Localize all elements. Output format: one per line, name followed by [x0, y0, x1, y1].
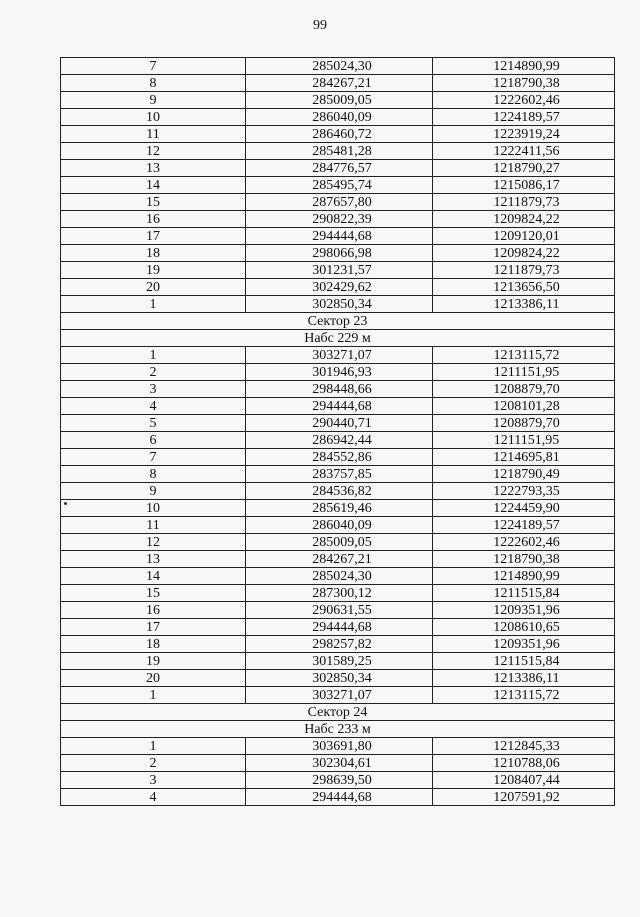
y-coordinate-cell: 1209824,22: [433, 211, 615, 228]
table-row: [61, 381, 615, 398]
point-number-cell: 5: [61, 415, 246, 432]
point-number-cell: 15: [61, 194, 246, 211]
table-row: [61, 364, 615, 381]
x-coordinate-cell: 294444,68: [246, 619, 433, 636]
table-row: [61, 432, 615, 449]
y-coordinate-cell: 1222602,46: [433, 534, 615, 551]
x-coordinate-cell: 286942,44: [246, 432, 433, 449]
table-row: [61, 602, 615, 619]
x-coordinate-cell: 287300,12: [246, 585, 433, 602]
x-coordinate-cell: 303271,07: [246, 687, 433, 704]
point-number-cell: 20: [61, 670, 246, 687]
table-row: [61, 619, 615, 636]
table-row: [61, 789, 615, 806]
x-coordinate-cell: 285009,05: [246, 92, 433, 109]
y-coordinate-cell: 1224189,57: [433, 517, 615, 534]
table-row: [61, 670, 615, 687]
point-number-cell: 13: [61, 160, 246, 177]
point-number-cell: 11: [61, 517, 246, 534]
y-coordinate-cell: 1209351,96: [433, 636, 615, 653]
x-coordinate-cell: 302429,62: [246, 279, 433, 296]
x-coordinate-cell: 290440,71: [246, 415, 433, 432]
point-number-cell: 16: [61, 211, 246, 228]
point-number-cell: 2: [61, 364, 246, 381]
y-coordinate-cell: 1223919,24: [433, 126, 615, 143]
y-coordinate-cell: 1211151,95: [433, 364, 615, 381]
y-coordinate-cell: 1214890,99: [433, 568, 615, 585]
point-number-cell: 1: [61, 296, 246, 313]
table-row: [61, 262, 615, 279]
point-number-cell: 20: [61, 279, 246, 296]
x-coordinate-cell: 301589,25: [246, 653, 433, 670]
x-coordinate-cell: 285024,30: [246, 58, 433, 75]
table-row: [61, 143, 615, 160]
y-coordinate-cell: 1208101,28: [433, 398, 615, 415]
x-coordinate-cell: 284536,82: [246, 483, 433, 500]
table-row: [61, 653, 615, 670]
sector-height-row: [61, 721, 615, 738]
point-number-cell: 18: [61, 636, 246, 653]
table-row: [61, 500, 615, 517]
table-row: [61, 483, 615, 500]
table-row: [61, 415, 615, 432]
sector-height: Набс 229 м: [61, 330, 615, 347]
x-coordinate-cell: 298257,82: [246, 636, 433, 653]
table-row: [61, 551, 615, 568]
table-row: [61, 772, 615, 789]
sector-height-row: [61, 330, 615, 347]
table-row: [61, 466, 615, 483]
point-number-cell: 13: [61, 551, 246, 568]
y-coordinate-cell: 1211879,73: [433, 262, 615, 279]
table-row: [61, 75, 615, 92]
y-coordinate-cell: 1209351,96: [433, 602, 615, 619]
y-coordinate-cell: 1222793,35: [433, 483, 615, 500]
y-coordinate-cell: 1222411,56: [433, 143, 615, 160]
y-coordinate-cell: 1207591,92: [433, 789, 615, 806]
point-number-cell: 7: [61, 58, 246, 75]
x-coordinate-cell: 285009,05: [246, 534, 433, 551]
x-coordinate-cell: 298639,50: [246, 772, 433, 789]
point-number-cell: 3: [61, 381, 246, 398]
sector-title: Сектор 24: [61, 704, 615, 721]
point-number-cell: 3: [61, 772, 246, 789]
y-coordinate-cell: 1208610,65: [433, 619, 615, 636]
x-coordinate-cell: 284267,21: [246, 551, 433, 568]
y-coordinate-cell: 1215086,17: [433, 177, 615, 194]
x-coordinate-cell: 287657,80: [246, 194, 433, 211]
x-coordinate-cell: 284267,21: [246, 75, 433, 92]
x-coordinate-cell: 290822,39: [246, 211, 433, 228]
x-coordinate-cell: 302850,34: [246, 296, 433, 313]
point-number-cell: 10: [61, 500, 246, 517]
x-coordinate-cell: 290631,55: [246, 602, 433, 619]
y-coordinate-cell: 1214695,81: [433, 449, 615, 466]
table-row: [61, 211, 615, 228]
x-coordinate-cell: 284776,57: [246, 160, 433, 177]
table-row: [61, 245, 615, 262]
table-row: [61, 585, 615, 602]
table-row: [61, 296, 615, 313]
point-number-cell: 9: [61, 92, 246, 109]
point-number-cell: 12: [61, 143, 246, 160]
y-coordinate-cell: 1224459,90: [433, 500, 615, 517]
sector-header-row: [61, 313, 615, 330]
table-row: [61, 109, 615, 126]
point-number-cell: 7: [61, 449, 246, 466]
point-number-cell: 16: [61, 602, 246, 619]
x-coordinate-cell: 283757,85: [246, 466, 433, 483]
y-coordinate-cell: 1211515,84: [433, 585, 615, 602]
point-number-cell: 18: [61, 245, 246, 262]
point-number-cell: 8: [61, 466, 246, 483]
y-coordinate-cell: 1218790,27: [433, 160, 615, 177]
point-number-cell: 1: [61, 738, 246, 755]
table-row: [61, 738, 615, 755]
point-number-cell: 6: [61, 432, 246, 449]
table-row: [61, 58, 615, 75]
x-coordinate-cell: 302304,61: [246, 755, 433, 772]
x-coordinate-cell: 298448,66: [246, 381, 433, 398]
point-number-cell: 19: [61, 262, 246, 279]
table-row: [61, 194, 615, 211]
x-coordinate-cell: 301231,57: [246, 262, 433, 279]
point-number-cell: 10: [61, 109, 246, 126]
x-coordinate-cell: 285481,28: [246, 143, 433, 160]
y-coordinate-cell: 1218790,38: [433, 551, 615, 568]
x-coordinate-cell: 294444,68: [246, 398, 433, 415]
table-row: [61, 636, 615, 653]
table-row: [61, 534, 615, 551]
table-row: [61, 279, 615, 296]
point-number-cell: 11: [61, 126, 246, 143]
y-coordinate-cell: 1224189,57: [433, 109, 615, 126]
y-coordinate-cell: 1209120,01: [433, 228, 615, 245]
x-coordinate-cell: 302850,34: [246, 670, 433, 687]
x-coordinate-cell: 303271,07: [246, 347, 433, 364]
point-number-cell: 14: [61, 568, 246, 585]
table-row: [61, 228, 615, 245]
x-coordinate-cell: 303691,80: [246, 738, 433, 755]
y-coordinate-cell: 1208879,70: [433, 415, 615, 432]
point-number-cell: 4: [61, 398, 246, 415]
page-number: 99: [313, 18, 327, 33]
x-coordinate-cell: 285495,74: [246, 177, 433, 194]
table-row: [61, 126, 615, 143]
y-coordinate-cell: 1211879,73: [433, 194, 615, 211]
x-coordinate-cell: 286040,09: [246, 109, 433, 126]
y-coordinate-cell: 1208407,44: [433, 772, 615, 789]
y-coordinate-cell: 1214890,99: [433, 58, 615, 75]
x-coordinate-cell: 284552,86: [246, 449, 433, 466]
table-row: [61, 449, 615, 466]
x-coordinate-cell: 298066,98: [246, 245, 433, 262]
point-number-cell: 19: [61, 653, 246, 670]
sector-header-row: [61, 704, 615, 721]
coordinates-table: [60, 57, 615, 806]
y-coordinate-cell: 1213115,72: [433, 347, 615, 364]
point-number-cell: 17: [61, 228, 246, 245]
y-coordinate-cell: 1213115,72: [433, 687, 615, 704]
table-row: [61, 92, 615, 109]
x-coordinate-cell: 301946,93: [246, 364, 433, 381]
point-number-cell: 1: [61, 347, 246, 364]
table-row: [61, 398, 615, 415]
y-coordinate-cell: 1212845,33: [433, 738, 615, 755]
x-coordinate-cell: 286040,09: [246, 517, 433, 534]
y-coordinate-cell: 1211515,84: [433, 653, 615, 670]
sector-title: Сектор 23: [61, 313, 615, 330]
y-coordinate-cell: 1213656,50: [433, 279, 615, 296]
table-row: [61, 755, 615, 772]
y-coordinate-cell: 1210788,06: [433, 755, 615, 772]
table-row: [61, 687, 615, 704]
y-coordinate-cell: 1222602,46: [433, 92, 615, 109]
point-number-cell: 15: [61, 585, 246, 602]
point-number-cell: 1: [61, 687, 246, 704]
y-coordinate-cell: 1211151,95: [433, 432, 615, 449]
y-coordinate-cell: 1213386,11: [433, 296, 615, 313]
y-coordinate-cell: 1218790,38: [433, 75, 615, 92]
table-row: [61, 568, 615, 585]
point-number-cell: 17: [61, 619, 246, 636]
sector-height: Набс 233 м: [61, 721, 615, 738]
point-number-cell: 12: [61, 534, 246, 551]
y-coordinate-cell: 1213386,11: [433, 670, 615, 687]
x-coordinate-cell: 285024,30: [246, 568, 433, 585]
y-coordinate-cell: 1218790,49: [433, 466, 615, 483]
x-coordinate-cell: 286460,72: [246, 126, 433, 143]
point-number-cell: 9: [61, 483, 246, 500]
x-coordinate-cell: 294444,68: [246, 228, 433, 245]
x-coordinate-cell: 285619,46: [246, 500, 433, 517]
table-row: [61, 347, 615, 364]
y-coordinate-cell: 1209824,22: [433, 245, 615, 262]
x-coordinate-cell: 294444,68: [246, 789, 433, 806]
point-number-cell: 8: [61, 75, 246, 92]
table-row: [61, 160, 615, 177]
y-coordinate-cell: 1208879,70: [433, 381, 615, 398]
table-row: [61, 517, 615, 534]
table-row: [61, 177, 615, 194]
point-number-cell: 14: [61, 177, 246, 194]
point-number-cell: 2: [61, 755, 246, 772]
point-number-cell: 4: [61, 789, 246, 806]
